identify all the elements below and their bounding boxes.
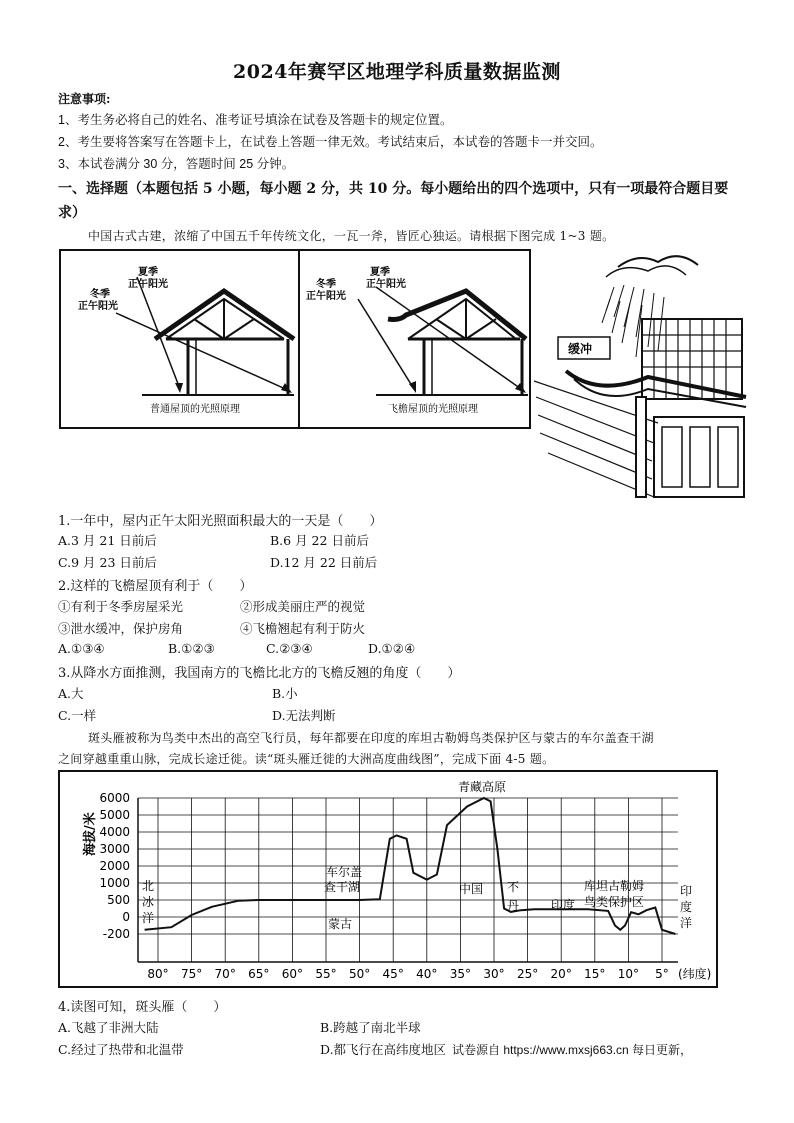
annotation-indian-ocean-1: 印 xyxy=(680,884,693,898)
notes-heading: 注意事项: xyxy=(58,92,111,106)
x-tick-label: 15° xyxy=(584,967,606,981)
y-tick-label: 500 xyxy=(107,893,130,907)
roof-lighting-figure xyxy=(58,247,748,502)
watermark-text: 试卷源自 https://www.mxsj663.cn 每日更新， xyxy=(452,1043,693,1057)
right-summer-label: 夏季 xyxy=(370,267,390,278)
intro-paragraph-2-line-1: 斑头雁被称为鸟类中杰出的高空飞行员，每年都要在印度的库坦古勒姆鸟类保护区与蒙古的车尔盖查干湖 xyxy=(88,731,654,745)
x-tick-label: 5° xyxy=(655,967,669,981)
migration-elevation-chart xyxy=(58,770,718,988)
annotation-bhutan-2: 丹 xyxy=(507,899,520,913)
intro-paragraph-1: 中国古式古建，浓缩了中国五千年传统文化，一瓦一斧，皆匠心独运。请根据下图完成 1~3 题。 xyxy=(88,229,615,243)
q4-stem: 4.读图可知，斑头雁（ ） xyxy=(58,1000,227,1015)
x-tick-label: 30° xyxy=(483,967,505,981)
note-item-1: 1、考生务必将自己的姓名、准考证号填涂在试卷及答题卡的规定位置。 xyxy=(58,113,453,127)
left-summer-label-2: 正午阳光 xyxy=(128,279,168,290)
y-tick-label: 1000 xyxy=(99,876,130,890)
q2-statement-2: ②形成美丽庄严的视觉 xyxy=(240,599,366,614)
annotation-china: 中国 xyxy=(459,882,484,896)
annotation-indian-ocean-3: 洋 xyxy=(680,916,693,930)
annotation-bhutan-1: 不 xyxy=(507,880,520,894)
flying-eave-sketch xyxy=(534,256,746,497)
eave-buffer-label: 缓冲 xyxy=(568,342,593,356)
y-tick-labels xyxy=(99,791,130,941)
q2-stem: 2.这样的飞檐屋顶有利于（ ） xyxy=(58,579,253,594)
annotation-arctic-3: 洋 xyxy=(142,911,155,925)
note-item-2: 2、考生要将答案写在答题卡上，在试卷上答题一律无效。考试结束后，本试卷的答题卡一并交回。 xyxy=(58,135,603,149)
x-tick-label: 40° xyxy=(416,967,438,981)
annotation-mongolia: 蒙古 xyxy=(328,917,353,931)
x-tick-labels xyxy=(147,967,668,981)
q3-option-d[interactable]: D.无法判断 xyxy=(272,708,336,723)
q2-statement-3: ③泄水缓冲，保护房角 xyxy=(58,621,184,636)
q2-option-d[interactable]: D.①②④ xyxy=(368,641,416,656)
x-tick-label: 25° xyxy=(516,967,539,981)
left-panel-caption: 普通屋顶的光照原理 xyxy=(150,404,240,415)
y-tick-label: 6000 xyxy=(99,791,130,805)
left-winter-label: 冬季 xyxy=(90,289,110,300)
x-tick-label: 75° xyxy=(180,967,203,981)
x-tick-label: 80° xyxy=(147,967,169,981)
y-tick-label: 0 xyxy=(122,910,130,924)
x-tick-label: 50° xyxy=(348,967,371,981)
section-heading: 一、选择题（本题包括 5 小题，每小题 2 分，共 10 分。每小题给出的四个选项中，只有一项最符合题目要求） xyxy=(58,181,729,221)
x-tick-label: 10° xyxy=(617,967,640,981)
q3-option-b[interactable]: B.小 xyxy=(272,686,298,701)
x-tick-label: 35° xyxy=(449,967,472,981)
q3-option-a[interactable]: A.大 xyxy=(58,686,84,701)
annotation-arctic-2: 冰 xyxy=(142,895,155,909)
q1-stem: 1.一年中，屋内正午太阳光照面积最大的一天是（ ） xyxy=(58,514,383,529)
y-axis-label: 海拔/米 xyxy=(83,812,98,856)
q2-statement-1: ①有利于冬季房屋采光 xyxy=(58,599,184,614)
y-tick-label: 4000 xyxy=(99,825,130,839)
y-tick-label: -200 xyxy=(102,927,130,941)
page-title: 2024年赛罕区地理学科质量数据监测 xyxy=(233,61,561,83)
right-winter-label-2: 正午阳光 xyxy=(306,291,346,302)
q1-option-a[interactable]: A.3 月 21 日前后 xyxy=(58,533,157,548)
q2-option-b[interactable]: B.①②③ xyxy=(168,641,215,656)
q4-option-a[interactable]: A.飞越了非洲大陆 xyxy=(58,1020,159,1035)
annotation-reserve-2: 鸟类保护区 xyxy=(584,895,645,909)
q1-option-d[interactable]: D.12 月 22 日前后 xyxy=(270,555,378,570)
annotation-arctic-1: 北 xyxy=(142,879,155,893)
y-tick-label: 2000 xyxy=(99,859,130,873)
right-winter-label: 冬季 xyxy=(316,279,336,290)
annotation-indian-ocean-2: 度 xyxy=(680,900,693,914)
q3-stem: 3.从降水方面推测，我国南方的飞檐比北方的飞檐反翘的角度（ ） xyxy=(58,666,461,681)
q2-option-c[interactable]: C.②③④ xyxy=(266,641,313,656)
left-winter-label-2: 正午阳光 xyxy=(78,301,118,312)
x-tick-label: 60° xyxy=(281,967,304,981)
q4-option-b[interactable]: B.跨越了南北半球 xyxy=(320,1020,421,1035)
note-item-3: 3、本试卷满分 30 分，答题时间 25 分钟。 xyxy=(58,157,295,171)
x-tick-label: 55° xyxy=(315,967,337,981)
x-tick-label: 20° xyxy=(550,967,572,981)
right-panel-caption: 飞檐屋顶的光照原理 xyxy=(388,404,478,415)
q4-option-c[interactable]: C.经过了热带和北温带 xyxy=(58,1042,184,1057)
x-tick-label: 65° xyxy=(248,967,270,981)
right-summer-label-2: 正午阳光 xyxy=(366,279,406,290)
annotation-india: 印度 xyxy=(551,898,576,912)
q3-option-c[interactable]: C.一样 xyxy=(58,708,97,723)
annotation-lake-1: 车尔盖 xyxy=(326,865,363,879)
q2-statement-4: ④飞檐翘起有利于防火 xyxy=(240,621,366,636)
left-summer-label: 夏季 xyxy=(138,267,158,278)
annotation-reserve-1: 库坦古勒姆 xyxy=(584,879,645,893)
q4-option-d[interactable]: D.都飞行在高纬度地区 xyxy=(320,1042,447,1057)
flying-eave-roof-panel xyxy=(306,265,528,415)
annotation-qtp: 青藏高原 xyxy=(458,780,507,794)
x-tick-label: 70° xyxy=(214,967,236,981)
y-tick-label: 5000 xyxy=(99,808,130,822)
q1-option-b[interactable]: B.6 月 22 日前后 xyxy=(270,533,369,548)
x-axis-label: (纬度) xyxy=(678,967,712,981)
q2-option-a[interactable]: A.①③④ xyxy=(58,641,105,656)
annotation-lake-2: 查干湖 xyxy=(324,880,361,894)
y-tick-label: 3000 xyxy=(99,842,130,856)
q1-option-c[interactable]: C.9 月 23 日前后 xyxy=(58,555,157,570)
x-tick-label: 45° xyxy=(382,967,404,981)
intro-paragraph-2-line-2: 之间穿越重重山脉，完成长途迁徙。读“斑头雁迁徙的大洲高度曲线图”，完成下面 4-5 题。 xyxy=(58,752,555,766)
